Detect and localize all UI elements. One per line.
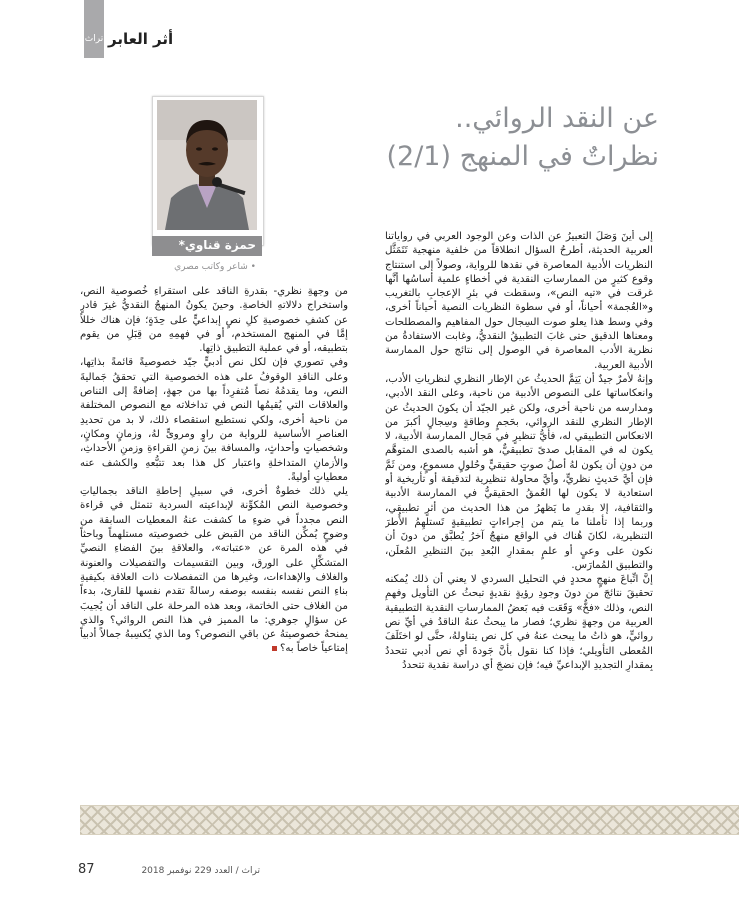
article-column-left — [80, 285, 348, 765]
author-role: • شاعر وكاتب مصري — [174, 262, 256, 272]
decorative-ornament-band — [80, 805, 739, 835]
page-number: 87 — [78, 862, 95, 877]
article-column-right — [385, 230, 653, 770]
footer-issue-info: تراث / العدد 229 نوفمبر 2018 — [141, 866, 260, 876]
paragraph: وإنهُ لأمرٌ جيدٌ أن يَتِمَّ الحديثُ عن الإطار النظري لنظرياتِ الأدب، وانعكاساتها على النصوص الأدبية من ناحية، وعلى النقد الأدبي، ومدارسه من ناحية أخرى، ولكن غير الجيّد أن يكونَ الحديثُ عن الإطار النظري للنقد الروائي، بحَجمٍ وطاقةٍ وسِجالٍ أكبرَ من الانعكاس التطبيقي له، فأيُّ تنظيرٍ في مَجال الممارسة الأدبية، لا يكون له في المقابل صدىً تطبيقيٌّ، هو أشبه بالصدى المتوهَّم من دونِ أن يكون لهُ أصلُ صوتٍ حقيقيٍّ وحُلولٍ مسموعٍ، ومن ثَمَّ فإن أيَّ حَديثٍ نظريٍّ، وأيَّ محاولة تنظيرية لتدقيقة أو تأريخية أو استعادية لا يكون لها العُمقُ الحقيقيُّ في الممارسة الأدبية والثقافية، إلا بقدرِ ما يَظهرُ من هذا الحديث من أثرٍ تطبيقي، وربما إذا تأملنا ما يتم من إجراءاتٍ تطبيقيةٍ تَستلهِمُ الأُطرَ التنظيرية، لكانَ هُناك في الواقع منهجٌ آخرُ يُطبَّق من دونَ أن نكون على وعيٍ أو علمٍ بمقدارِ البُعدِ بينَ التنظيرِ المُعلَن، والتطبيق المُمارَس. — [385, 373, 653, 571]
paragraph: من وجهةِ نظري- بقدرةِ الناقد على استقراءِ خُصوصية النص، واستخراج دلالاتهِ الخاصةِ. وحينَ يكونُ المنهجُ النقديُّ غيرَ قادرٍ عن كشفِ خصوصيةِ كلِ نصٍ إبداعيٍّ على حِدَةٍ؛ فإن هناك خللاً إمَّا في المنهج المستخدم، أو في فهمِهِ من قِبَلِ من يقوم بتطبيقه، أو في عملية التطبيق ذاتِها. — [80, 286, 348, 355]
paragraph-text: يلي ذلك خطوةٌ أخرى، في سبيلِ إحاطةِ الناقد بجمالياتِ وخصوصية النص المُكوِّنة لإبداعيته السردية تتمثل في قراءة النص مجدداً في ضوءِ ما كشفت عنهُ المعطيات السابقة من وضوحٍ يُمكِّن الناقد من القبض على خصوصيته مستلهماً وباحثاً في هذه المرة عن «عتباته»، والعلاقةِ بينَ الفضاءِ النصيِّ المتشكِّلِ على الورق، وبين التقسيمات والتفصيلات والعنونة والغلاف والإهداءات، وغيرها من التمفصلات ذات العلاقة بكيفيةِ بناءِ النص نفسه بنفسه بوصفه رسالةً تقدم نفسها للقارئ، بدءاً من الغلاف حتى الخاتمة، وبعد هذه المرحلة على الناقد أن يُجيبَ عن سؤالٍ جوهري: ما المميز في هذا النص الروائي؟ والذي يمنحهُ خصوصيتهُ عن باقي النصوص؟ وما الذي يُكسِبهُ جمالاً أدبياً إمتاعياً خاصاً به؟ — [80, 486, 348, 655]
end-of-article-mark — [272, 646, 277, 651]
paragraph — [80, 485, 348, 657]
author-photo — [157, 100, 257, 230]
header-accent-bar — [84, 0, 104, 58]
magazine-logo: تراث — [84, 34, 104, 44]
article-title — [259, 100, 659, 176]
author-name: حمزة قناوي* — [178, 238, 256, 252]
article-title-line-2: نظراتٌ في المنهج (2/1) — [386, 141, 659, 172]
paragraph: إلى أينَ وَصَلَ التعبيرُ عن الذات وعن الوجود العربي في رواياتنا العربية الحديثة، أطرحُ السؤال انطلاقاً من خلفية منهجية تَتَمَثَّل النظريات الأدبية المعاصرة في نقدها للرواية، وصولاً إلى استنتاج وقوع كثيرٍ من الممارساتِ النقدية في أخطاءٍ علمية أساسُها أنَّها غرقت في «تيه النص»، وسقطت في بئرِ الإعجابِ بالتغريب و«العُجمة» أحياناً، أو في سطوة النظريات النصية أحياناً أخرى، وفي وسط هذا يعلو صوت السِجال حول المفاهيم والمصطلحات ومعناها الدقيق حتى غابَ التطبيقُ النقديُّ، وغابت الاستفادةُ من نظرية الأدب المعاصرة في الوصول إلى نتائج حول الممارسة الأدبية العربية. — [385, 231, 653, 371]
section-title: أثر العابر — [108, 30, 174, 48]
paragraph: وفي تصوري فإن لكل نص أدبيٍّ جيّد خصوصيةً قائمةً بذاتِها، وعلى الناقدِ الوقوفُ على هذه الخصوصية التي تحققُ جَماليةَ النص، وما يقدمُهُ نصاً مُتفرِداً بها من جهةٍ، إضافةً إلى التناص والعلاقات التي يُقيمُها النص في تداخلاته مع النصوص المختلفة من ناحية أخرى، ولكي نستطيع استقصاء ذلك، لا بد من تحديدِ العناصرِ الأساسية للرواية من راوٍ ومروىٍّ لهُ، وزمانٍ ومكانٍ، وشخصياتٍ وأحداثٍ، والمسافة بينَ زمنِ القراءةِ وزمنِ الأحداثِ، والأزمانِ المتداخلةِ واعتبار كل هذا بعد تتبُّعهِ والكشف عنه معطياتٍ أوليةً. — [80, 357, 348, 483]
article-title-line-1: عن النقد الروائي.. — [455, 103, 659, 134]
paragraph: إنَّ اتِّباعَ منهجٍ محددٍ في التحليل السردي لا يعني أن ذلك يُمكنه تحقيقَ نتائجَ من دونَ وجودِ رؤيةٍ نقديةٍ تبحثُ عن التأويل وفهمِ النص، وذلك «فخٌّ» وَقَعَت فيه بَعضُ الممارساتِ النقدية التطبيقية العربية من وجهةٍ نظري؛ فصار ما يبحثُ عنهُ الناقدُ في أيِّ نص روائيٍّ، هو ذاتُ ما يبحث عنهُ في كل نص يتناولهُ، حتَّى لو اختَلَفَ المُعطى التأويلي؛ فإذا كنا نقول بأنَّ جَودةَ أي نص أدبي تتحددُ بِمقدارِ التجديدِ الإبداعيِّ فيه؛ فإن نضجَ أي دراسة نقدية تتحددُ — [385, 574, 653, 671]
